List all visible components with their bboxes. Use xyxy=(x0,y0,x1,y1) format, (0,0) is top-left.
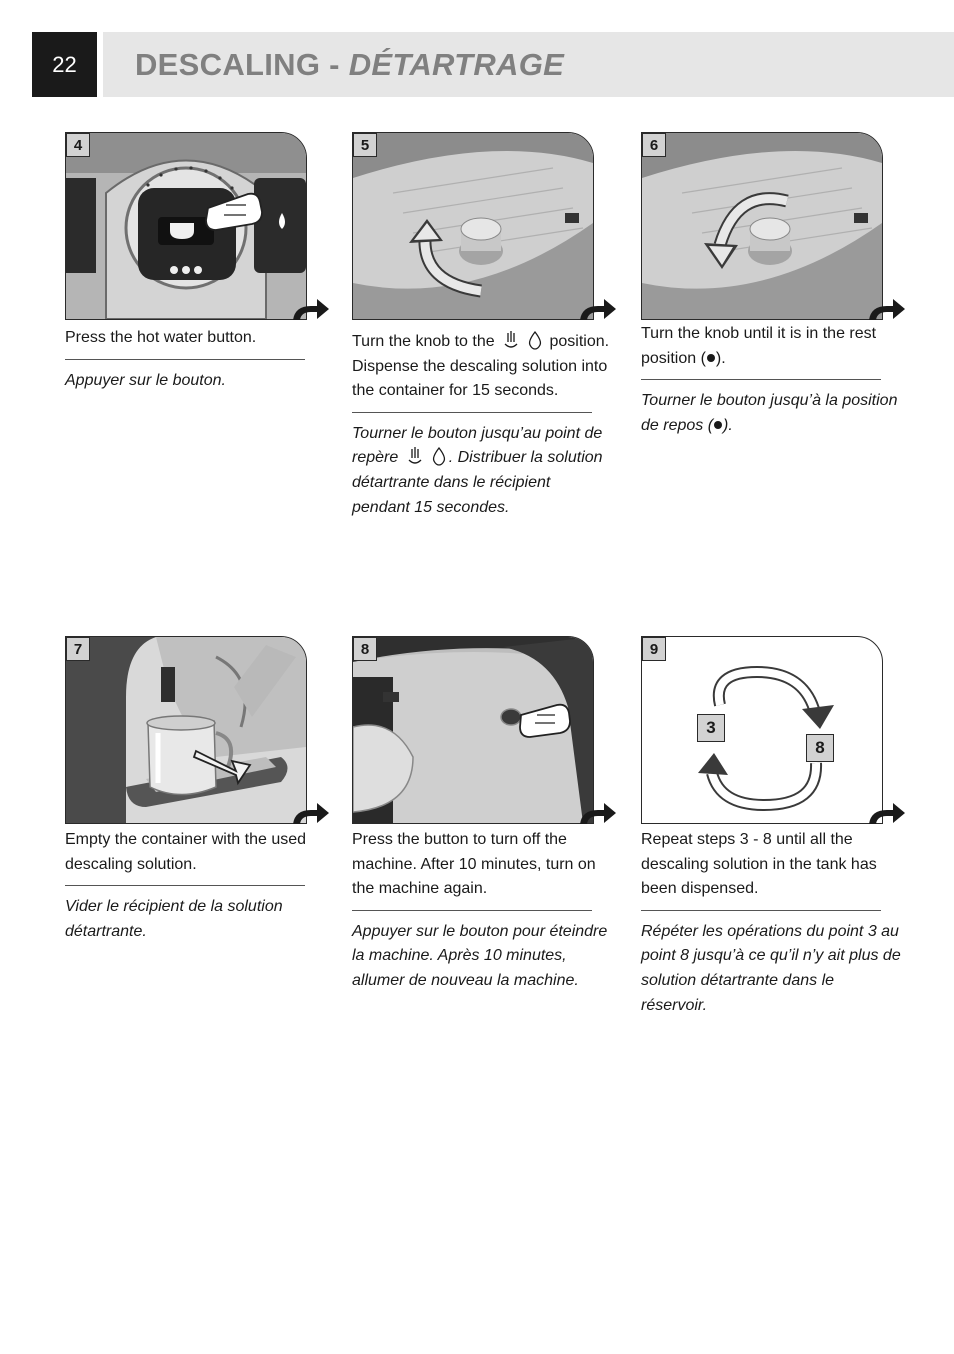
page-number: 22 xyxy=(32,32,97,97)
step-6-english-part-a: Turn the knob until it is in the rest position ( xyxy=(641,325,877,367)
step-5-english-part-b: position. Dispense the descaling solution into the container for 15 seconds. xyxy=(352,333,610,400)
step-6-illustration xyxy=(641,132,883,320)
power-button-illustration xyxy=(353,637,593,823)
step-8-english: Press the button to turn off the machine. After 10 minutes, turn on the machine again. xyxy=(352,831,596,898)
divider xyxy=(641,379,881,380)
step-5-illustration xyxy=(352,132,594,320)
loop-start-step-badge: 3 xyxy=(697,714,725,742)
step-6-french-part-a: Tourner le bouton jusqu’à la position de repos ( xyxy=(641,392,898,434)
curved-arrow-right-icon xyxy=(578,800,618,826)
rest-position-dot-icon xyxy=(713,419,723,431)
rest-position-dot-icon xyxy=(706,352,716,364)
title-french: DÉTARTRAGE xyxy=(348,46,565,82)
step-5-french xyxy=(352,422,612,520)
step-4-english: Press the hot water button. xyxy=(65,329,257,346)
step-5 xyxy=(352,132,612,520)
step-number-badge: 4 xyxy=(66,133,90,157)
curved-arrow-right-icon xyxy=(578,296,618,322)
step-6-french xyxy=(641,389,901,438)
step-6 xyxy=(641,132,901,438)
step-number-badge: 7 xyxy=(66,637,90,661)
step-9-french: Répéter les opérations du point 3 au point 8 jusqu’à ce qu’il n’y ait plus de solution détartrante dans le réservoir. xyxy=(641,922,901,1014)
step-6-english-part-b: ). xyxy=(715,349,726,367)
curved-arrow-right-icon xyxy=(291,296,331,322)
curved-arrow-right-icon xyxy=(867,296,907,322)
step-7-illustration xyxy=(65,636,307,824)
step-6-french-part-b: ). xyxy=(723,416,733,434)
divider xyxy=(352,910,592,911)
divider xyxy=(352,412,592,413)
knob-turn-left-illustration xyxy=(353,133,593,319)
divider xyxy=(65,359,305,360)
step-9 xyxy=(641,636,901,1018)
step-9-english: Repeat steps 3 - 8 until all the descaling solution in the tank has been dispensed. xyxy=(641,831,877,898)
coffee-machine-panel-illustration xyxy=(66,133,306,319)
step-5-english xyxy=(352,330,612,404)
step-6-english xyxy=(641,322,901,371)
step-5-french-part-a: Tourner le bouton jusqu’au point de repère xyxy=(352,424,603,467)
step-9-illustration xyxy=(641,636,883,824)
step-8 xyxy=(352,636,612,994)
step-8-illustration xyxy=(352,636,594,824)
divider xyxy=(65,885,305,886)
curved-arrow-right-icon xyxy=(291,800,331,826)
steam-water-symbol-icon xyxy=(403,446,449,466)
step-number-badge: 9 xyxy=(642,637,666,661)
curved-arrow-right-icon xyxy=(867,800,907,826)
step-7 xyxy=(65,636,325,944)
loop-end-step-badge: 8 xyxy=(806,734,834,762)
step-7-english: Empty the container with the used descaling solution. xyxy=(65,831,307,873)
step-4 xyxy=(65,132,325,393)
step-4-illustration xyxy=(65,132,307,320)
step-7-french: Vider le récipient de la solution détartrante. xyxy=(65,898,283,940)
divider xyxy=(641,910,881,911)
step-5-english-part-a: Turn the knob to the xyxy=(352,333,500,350)
repeat-cycle-illustration xyxy=(642,637,882,823)
step-number-badge: 5 xyxy=(353,133,377,157)
page-title xyxy=(135,47,564,83)
empty-container-illustration xyxy=(66,637,306,823)
step-number-badge: 6 xyxy=(642,133,666,157)
step-8-french: Appuyer sur le bouton pour éteindre la machine. Après 10 minutes, allumer de nouveau la machine. xyxy=(352,922,608,989)
knob-turn-right-illustration xyxy=(642,133,882,319)
title-english: DESCALING - xyxy=(135,46,349,82)
title-bar xyxy=(103,32,954,97)
step-4-french: Appuyer sur le bouton. xyxy=(65,371,226,389)
steam-water-symbol-icon xyxy=(499,330,545,350)
step-5-french-part-b: . Distribuer la solution détartrante dans le récipient pendant 15 secondes. xyxy=(352,449,603,516)
step-number-badge: 8 xyxy=(353,637,377,661)
